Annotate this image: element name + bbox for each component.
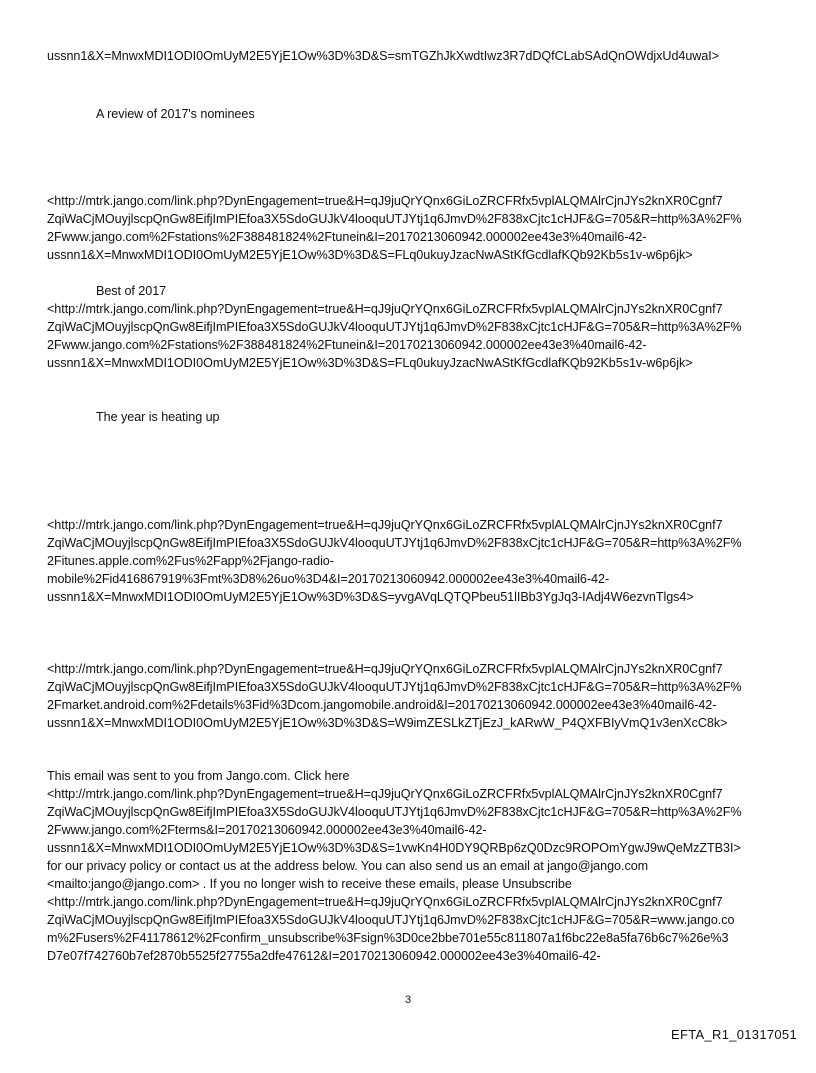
url-fragment-top: ussnn1&X=MnwxMDI1ODI0OmUyM2E5YjE1Ow%3D%3D&S=smTGZhJkXwdtIwz3R7dDQfCLabSAdQnOWdjxUd4uwaI> — [47, 49, 720, 63]
heading-nominees: A review of 2017's nominees — [96, 107, 255, 121]
link-best[interactable]: <http://mtrk.jango.com/link.php?DynEngagement=true&H=qJ9juQrYQnx6GiLoZRCFRfx5vplALQMAlrCjnJYs2knXR0Cgnf7 ZqiWaCjMOuyjlscpQnGw8EifjImPIEfoa3X5SdoGUJkV4looquUTJYtj1q6JmvD%2F838xCjtc1cHJF&G=705&R=http%3A%2F% 2Fwww.jango.com%2Fstations%2F388481824%2Ftunein&I=20170213060942.000002ee43e3%40mail6-42- ussnn1&X=MnwxMDI1ODI0OmUyM2E5YjE1Ow%3D%3D&S=FLq0ukuyJzacNwAStKfGcdlafKQb92Kb5s1v-w6p6jk> — [47, 302, 742, 370]
bates-number: EFTA_R1_01317051 — [671, 1027, 797, 1042]
heading-best: Best of 2017 — [96, 284, 167, 298]
link-nominees[interactable]: <http://mtrk.jango.com/link.php?DynEngagement=true&H=qJ9juQrYQnx6GiLoZRCFRfx5vplALQMAlrCjnJYs2knXR0Cgnf7 ZqiWaCjMOuyjlscpQnGw8EifjImPIEfoa3X5SdoGUJkV4looquUTJYtj1q6JmvD%2F838xCjtc1cHJF&G=705&R=http%3A%2F% 2Fwww.jango.com%2Fstations%2F388481824%2Ftunein&I=20170213060942.000002ee43e3%40mail6-42- ussnn1&X=MnwxMDI1ODI0OmUyM2E5YjE1Ow%3D%3D&S=FLq0ukuyJzacNwAStKfGcdlafKQb92Kb5s1v-w6p6jk> — [47, 194, 742, 262]
heading-heating: The year is heating up — [96, 410, 220, 424]
link-android[interactable]: <http://mtrk.jango.com/link.php?DynEngagement=true&H=qJ9juQrYQnx6GiLoZRCFRfx5vplALQMAlrCjnJYs2knXR0Cgnf7 ZqiWaCjMOuyjlscpQnGw8EifjImPIEfoa3X5SdoGUJkV4looquUTJYtj1q6JmvD%2F838xCjtc1cHJF&G=705&R=http%3A%2F% 2Fmarket.android.com%2Fdetails%3Fid%3Dcom.jangomobile.android&I=20170213060942.000002ee43e3%40mail6-42- ussnn1&X=MnwxMDI1ODI0OmUyM2E5YjE1Ow%3D%3D&S=W9imZESLkZTjEzJ_kARwW_P4QXFBIyVmQ1v3enXcC8k> — [47, 662, 742, 730]
page-number: 3 — [404, 994, 412, 1006]
footer-text: This email was sent to you from Jango.com. Click here <http://mtrk.jango.com/link.php?DynEngagement=true&H=qJ9juQrYQnx6GiLoZRCFRfx5vplALQMAlrCjnJYs2knXR0Cgnf7 ZqiWaCjMOuyjlscpQnGw8EifjImPIEfoa3X5SdoGUJkV4looquUTJYtj1q6JmvD%2F838xCjtc1cHJF&G=705&R=http%3A%2F% 2Fwww.jango.com%2Fterms&I=20170213060942.000002ee43e3%40mail6-42- ussnn1&X=MnwxMDI1ODI0OmUyM2E5YjE1Ow%3D%3D&S=1vwKn4H0DY9QRBp6zQ0Dzc9ROPOmYgwJ9wQeMzZTB3I> for our privacy policy or contact us at the address below. You can also send us an email at jango@jango.com <mailto:jango@jango.com> . If you no longer wish to receive these emails, please Unsubscribe <http://mtrk.jango.com/link.php?DynEngagement=true&H=qJ9juQrYQnx6GiLoZRCFRfx5vplALQMAlrCjnJYs2knXR0Cgnf7 ZqiWaCjMOuyjlscpQnGw8EifjImPIEfoa3X5SdoGUJkV4looquUTJYtj1q6JmvD%2F838xCjtc1cHJF&G=705&R=www.jango.co m%2Fusers%2F41178612%2Fconfirm_unsubscribe%3Fsign%3D0ce2bbe701e55c811807a1f6bc22e8a5fa76b6c7%26e%3 D7e07f742760b7ef2870b5525f27755a2dfe47612&I=20170213060942.000002ee43e3%40mail6-42- — [47, 769, 742, 963]
link-itunes[interactable]: <http://mtrk.jango.com/link.php?DynEngagement=true&H=qJ9juQrYQnx6GiLoZRCFRfx5vplALQMAlrCjnJYs2knXR0Cgnf7 ZqiWaCjMOuyjlscpQnGw8EifjImPIEfoa3X5SdoGUJkV4looquUTJYtj1q6JmvD%2F838xCjtc1cHJF&G=705&R=http%3A%2F% 2Fitunes.apple.com%2Fus%2Fapp%2Fjango-radio- mobile%2Fid416867919%3Fmt%3D8%26uo%3D4&I=20170213060942.000002ee43e3%40mail6-42- ussnn1&X=MnwxMDI1ODI0OmUyM2E5YjE1Ow%3D%3D&S=yvgAVqLQTQPbeu51lIBb3YgJq3-IAdj4W6ezvnTlgs4> — [47, 518, 742, 604]
